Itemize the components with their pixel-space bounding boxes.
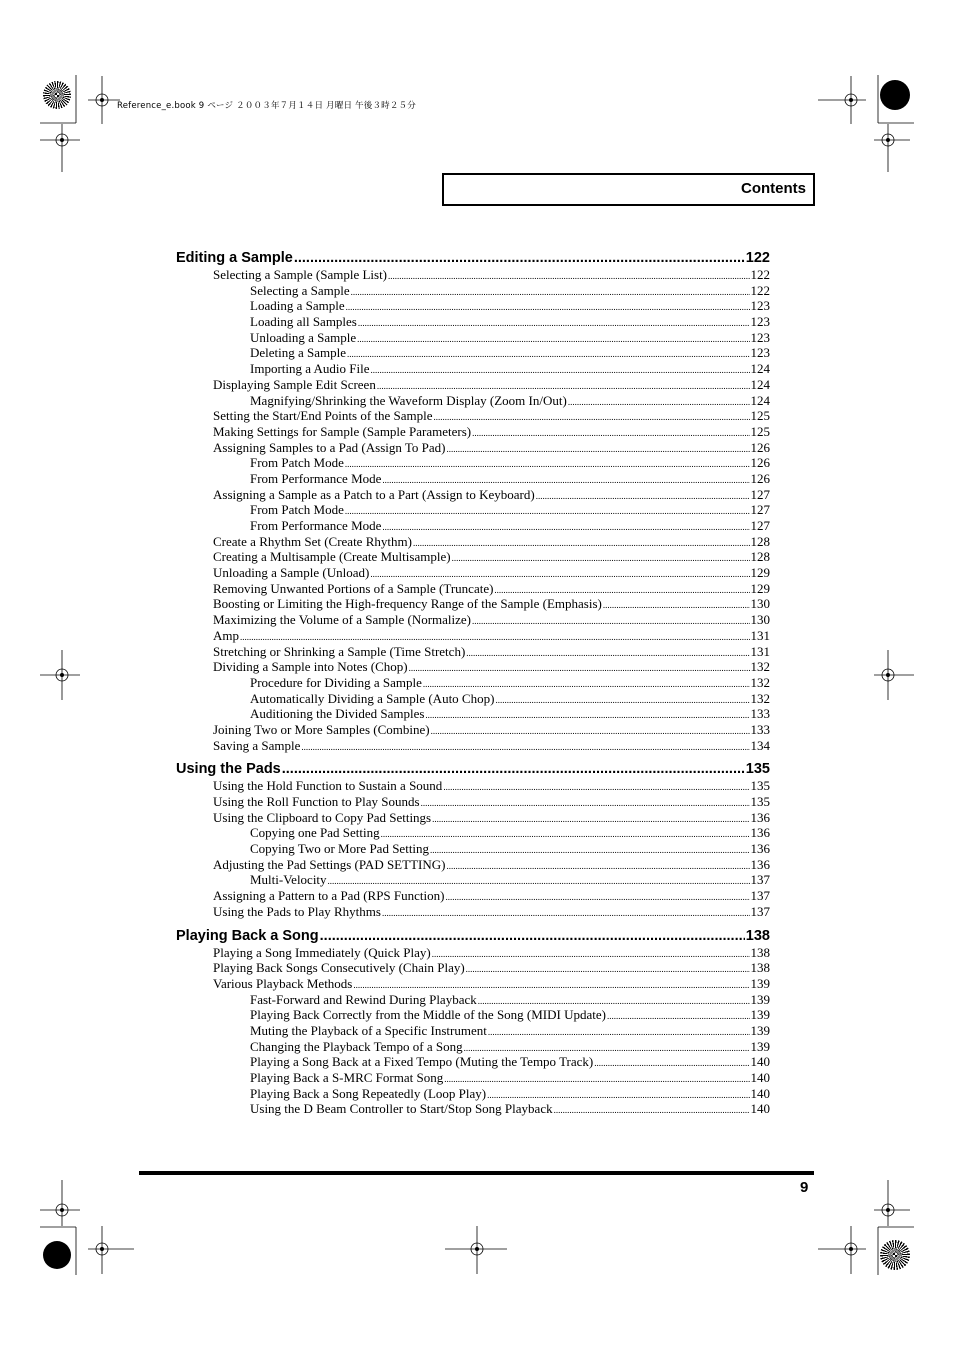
dot-leader	[607, 1009, 750, 1025]
toc-entry[interactable]	[176, 487, 770, 503]
toc-section	[176, 927, 770, 1118]
toc-entry-title: Boosting or Limiting the High-frequency Range of the Sample (Emphasis)	[213, 596, 602, 612]
toc-entry-title: From Patch Mode	[250, 502, 344, 518]
toc-page-number: 122	[750, 282, 770, 298]
dot-leader	[347, 347, 749, 363]
dot-leader	[320, 927, 745, 945]
dot-leader	[382, 520, 749, 536]
toc-entry-title: Copying one Pad Setting	[250, 825, 380, 841]
toc-page-number: 139	[750, 1007, 770, 1023]
page-number: 9	[800, 1179, 809, 1196]
toc-subentry[interactable]	[176, 361, 770, 377]
dot-leader	[488, 1025, 750, 1041]
toc-entry-title: Assigning a Pattern to a Pad (RPS Function)	[213, 888, 445, 904]
toc-subentry[interactable]	[176, 393, 770, 409]
toc-page-number: 137	[750, 872, 770, 888]
dot-leader	[346, 300, 750, 316]
toc-subentry[interactable]	[176, 1086, 770, 1102]
toc-entry[interactable]	[176, 976, 770, 992]
contents-title: Contents	[741, 180, 806, 197]
toc-page-number: 138	[750, 960, 770, 976]
toc-page-number: 126	[750, 470, 770, 486]
toc-entry-title: Changing the Playback Tempo of a Song	[250, 1038, 463, 1054]
toc-entry[interactable]	[176, 960, 770, 976]
toc-subentry[interactable]	[176, 872, 770, 888]
toc-page-number: 126	[750, 455, 770, 471]
toc-entry-title: Using the Pads	[176, 761, 281, 778]
toc-entry-title: Create a Rhythm Set (Create Rhythm)	[213, 533, 412, 549]
toc-subentry[interactable]	[176, 455, 770, 471]
toc-subentry[interactable]	[176, 691, 770, 707]
dot-leader	[446, 859, 749, 875]
toc-entry[interactable]	[176, 534, 770, 550]
registration-rosette-top-left	[43, 81, 71, 109]
toc-entry-title: Deleting a Sample	[250, 345, 347, 361]
dot-leader	[594, 1056, 749, 1072]
toc-entry[interactable]	[176, 794, 770, 810]
dot-leader	[447, 442, 750, 458]
toc-entry-title: Automatically Dividing a Sample (Auto Chop)	[250, 690, 495, 706]
toc-entry-title: Using the Roll Function to Play Sounds	[213, 794, 420, 809]
toc-entry[interactable]	[176, 565, 770, 581]
toc-entry[interactable]	[176, 888, 770, 904]
toc-entry-title: Muting the Playback of a Specific Instrument	[250, 1022, 487, 1038]
toc-page-number: 124	[750, 361, 770, 377]
toc-entry[interactable]	[176, 857, 770, 873]
toc-entry-title: Various Playback Methods	[213, 975, 353, 991]
toc-page-number: 140	[750, 1101, 770, 1117]
toc-page-number: 136	[750, 856, 770, 872]
toc-entry-title: Playing a Song Back at a Fixed Tempo (Muting the Tempo Track)	[250, 1054, 594, 1070]
dot-leader	[554, 1103, 750, 1119]
toc-entry[interactable]	[176, 408, 770, 424]
toc-entry-title: Joining Two or More Samples (Combine)	[213, 721, 430, 737]
toc-entry-title: Loading all Samples	[250, 314, 357, 330]
toc-section	[176, 760, 770, 919]
toc-page-number: 138	[750, 944, 770, 960]
toc-page-number: 129	[750, 580, 770, 596]
toc-subentry[interactable]	[176, 471, 770, 487]
toc-entry-title: Auditioning the Divided Samples	[250, 706, 425, 722]
contents-header-box	[442, 173, 815, 206]
toc-page-number: 132	[750, 659, 770, 675]
toc-entry[interactable]	[176, 581, 770, 597]
toc-subentry[interactable]	[176, 330, 770, 346]
toc-entry[interactable]	[176, 424, 770, 440]
registration-rosette-bottom-right	[880, 1240, 910, 1270]
toc-page-number: 139	[750, 975, 770, 991]
toc-entry-title: Loading a Sample	[250, 298, 345, 314]
dot-leader	[495, 693, 749, 709]
toc-page-number: 140	[750, 1054, 770, 1070]
toc-entry-title: Using the D Beam Controller to Start/Stop Song Playback	[250, 1101, 553, 1117]
toc-entry-title: Unloading a Sample (Unload)	[213, 565, 370, 581]
toc-entry-title: Making Settings for Sample (Sample Parameters)	[213, 423, 472, 439]
dot-leader	[466, 646, 749, 662]
dot-leader	[382, 906, 750, 922]
toc-page-number: 123	[750, 298, 770, 314]
dot-leader	[472, 614, 749, 630]
toc-entry-title: Using the Clipboard to Copy Pad Settings	[213, 809, 432, 825]
table-of-contents	[176, 249, 770, 1124]
dot-leader	[425, 708, 749, 724]
toc-entry-title: From Performance Mode	[250, 518, 382, 533]
dot-leader	[345, 504, 750, 520]
toc-page-number: 126	[750, 439, 770, 455]
toc-entry-title: Playing Back Songs Consecutively (Chain Play)	[213, 960, 465, 976]
toc-page-number: 132	[750, 674, 770, 690]
toc-entry-title: Using the Hold Function to Sustain a Sound	[213, 778, 443, 794]
dot-leader	[466, 962, 750, 978]
toc-page-number: 136	[750, 825, 770, 841]
toc-entry[interactable]	[176, 440, 770, 456]
toc-entry-title: Using the Pads to Play Rhythms	[213, 903, 381, 919]
footer-rule	[139, 1171, 814, 1175]
toc-page-number: 136	[750, 809, 770, 825]
toc-entry-title: Creating a Multisample (Create Multisample)	[213, 549, 451, 565]
dot-leader	[358, 316, 750, 332]
dot-leader	[536, 489, 750, 505]
toc-entry-title: Setting the Start/End Points of the Sample	[213, 408, 433, 424]
toc-page-number: 139	[750, 991, 770, 1007]
toc-entry-title: Magnifying/Shrinking the Waveform Display (Zoom In/Out)	[250, 392, 567, 408]
dot-leader	[351, 285, 750, 301]
toc-page-number: 135	[745, 761, 770, 778]
toc-page-number: 127	[750, 502, 770, 518]
toc-page-number: 133	[750, 721, 770, 737]
toc-page-number: 123	[750, 314, 770, 330]
toc-page-number: 133	[750, 706, 770, 722]
toc-entry-title: Playing Back a S-MRC Format Song	[250, 1070, 444, 1085]
toc-entry-title: Procedure for Dividing a Sample	[250, 674, 422, 690]
toc-entry-title: Maximizing the Volume of a Sample (Normalize)	[213, 612, 472, 628]
toc-page-number: 127	[750, 486, 770, 502]
toc-page-number: 140	[750, 1070, 770, 1085]
toc-subentry[interactable]	[176, 1070, 770, 1086]
toc-entry-title: Amp	[213, 627, 239, 643]
toc-entry-title: Assigning Samples to a Pad (Assign To Pad)	[213, 439, 446, 455]
toc-entry[interactable]	[176, 659, 770, 675]
toc-entry[interactable]	[176, 722, 770, 738]
toc-entry[interactable]	[176, 549, 770, 565]
toc-entry-title: Displaying Sample Edit Screen	[213, 376, 376, 392]
dot-leader	[443, 780, 749, 796]
toc-subentry[interactable]	[176, 992, 770, 1008]
dot-leader	[568, 395, 750, 411]
toc-section-heading[interactable]	[176, 249, 770, 267]
toc-page-number: 124	[750, 392, 770, 408]
toc-subentry[interactable]	[176, 345, 770, 361]
dot-leader	[294, 249, 745, 267]
toc-page-number: 130	[750, 612, 770, 628]
toc-page-number: 124	[750, 376, 770, 392]
toc-page-number: 134	[750, 737, 770, 753]
dot-leader	[434, 410, 750, 426]
toc-subentry[interactable]	[176, 825, 770, 841]
toc-subentry[interactable]	[176, 675, 770, 691]
toc-page-number: 140	[750, 1085, 770, 1101]
toc-entry-title: Playing a Song Immediately (Quick Play)	[213, 944, 431, 960]
toc-page-number: 122	[750, 267, 770, 282]
toc-entry[interactable]	[176, 612, 770, 628]
toc-entry-title: From Patch Mode	[250, 455, 344, 471]
toc-entry-title: Editing a Sample	[176, 250, 293, 266]
toc-subentry[interactable]	[176, 502, 770, 518]
toc-entry-title: Playing Back a Song	[176, 927, 319, 944]
toc-page-number: 125	[750, 423, 770, 439]
toc-entry-title: Dividing a Sample into Notes (Chop)	[213, 659, 408, 675]
toc-page-number: 130	[750, 596, 770, 612]
dot-leader	[371, 363, 750, 379]
toc-entry-title: Adjusting the Pad Settings (PAD SETTING)	[213, 856, 446, 872]
toc-subentry[interactable]	[176, 1007, 770, 1023]
toc-section-heading[interactable]	[176, 927, 770, 945]
toc-entry-title: Multi-Velocity	[250, 872, 327, 888]
dot-leader	[282, 760, 745, 778]
registration-dot-top-right	[880, 80, 910, 110]
toc-page-number: 139	[750, 1038, 770, 1054]
toc-subentry[interactable]	[176, 1101, 770, 1117]
toc-subentry[interactable]	[176, 518, 770, 534]
toc-entry[interactable]	[176, 810, 770, 826]
dot-leader	[421, 796, 750, 812]
toc-entry-title: Unloading a Sample	[250, 329, 357, 345]
dot-leader	[345, 457, 750, 473]
toc-subentry[interactable]	[176, 283, 770, 299]
toc-section	[176, 249, 770, 753]
dot-leader	[432, 812, 749, 828]
dot-leader	[413, 536, 750, 552]
toc-entry[interactable]	[176, 628, 770, 644]
toc-entry-title: Removing Unwanted Portions of a Sample (Truncate)	[213, 580, 494, 596]
print-info-line: Reference_e.book 9 ページ ２００３年７月１４日 月曜日 午後３時２５分	[117, 101, 416, 111]
toc-entry-title: Selecting a Sample	[250, 282, 350, 298]
dot-leader	[452, 551, 750, 567]
toc-page-number: 123	[750, 329, 770, 345]
registration-dot-bottom-left	[43, 1241, 71, 1269]
dot-leader	[444, 1072, 749, 1088]
toc-entry[interactable]	[176, 738, 770, 754]
toc-subentry[interactable]	[176, 1023, 770, 1039]
toc-page-number: 136	[750, 841, 770, 857]
toc-entry[interactable]	[176, 904, 770, 920]
dot-leader	[357, 332, 749, 348]
toc-entry-title: Assigning a Sample as a Patch to a Part (Assign to Keyboard)	[213, 486, 535, 502]
toc-subentry[interactable]	[176, 298, 770, 314]
toc-page-number: 125	[750, 408, 770, 424]
dot-leader	[472, 426, 749, 442]
dot-leader	[432, 947, 750, 963]
toc-page-number: 138	[745, 927, 770, 944]
toc-subentry[interactable]	[176, 1054, 770, 1070]
dot-leader	[430, 843, 749, 859]
toc-entry-title: Copying Two or More Pad Setting	[250, 841, 430, 857]
toc-section-heading[interactable]	[176, 760, 770, 778]
toc-page-number: 128	[750, 533, 770, 549]
toc-entry-title: Playing Back Correctly from the Middle of the Song (MIDI Update)	[250, 1007, 606, 1023]
toc-entry[interactable]	[176, 267, 770, 283]
toc-entry[interactable]	[176, 644, 770, 660]
toc-subentry[interactable]	[176, 706, 770, 722]
toc-entry-title: Stretching or Shrinking a Sample (Time Stretch)	[213, 643, 466, 659]
dot-leader	[445, 890, 749, 906]
toc-page-number: 122	[745, 250, 770, 266]
toc-entry-title: From Performance Mode	[250, 470, 382, 486]
toc-page-number: 137	[750, 888, 770, 904]
toc-entry-title: Playing Back a Song Repeatedly (Loop Play)	[250, 1085, 487, 1101]
toc-page-number: 137	[750, 903, 770, 919]
toc-entry-title: Selecting a Sample (Sample List)	[213, 267, 388, 282]
toc-subentry[interactable]	[176, 841, 770, 857]
toc-entry-title: Importing a Audio File	[250, 361, 370, 377]
toc-entry-title: Fast-Forward and Rewind During Playback	[250, 991, 477, 1007]
dot-leader	[603, 598, 750, 614]
dot-leader	[381, 827, 750, 843]
toc-page-number: 127	[750, 518, 770, 533]
toc-entry-title: Saving a Sample	[213, 737, 301, 753]
dot-leader	[301, 740, 749, 756]
toc-page-number: 135	[750, 778, 770, 794]
toc-page-number: 131	[750, 627, 770, 643]
dot-leader	[409, 661, 750, 677]
toc-page-number: 128	[750, 549, 770, 565]
toc-page-number: 131	[750, 643, 770, 659]
toc-entry[interactable]	[176, 778, 770, 794]
toc-subentry[interactable]	[176, 314, 770, 330]
toc-page-number: 135	[750, 794, 770, 809]
toc-entry[interactable]	[176, 596, 770, 612]
toc-page-number: 129	[750, 565, 770, 581]
toc-page-number: 139	[750, 1022, 770, 1038]
dot-leader	[431, 724, 750, 740]
toc-page-number: 123	[750, 345, 770, 361]
toc-page-number: 132	[750, 690, 770, 706]
toc-entry[interactable]	[176, 945, 770, 961]
toc-subentry[interactable]	[176, 1039, 770, 1055]
dot-leader	[388, 269, 749, 285]
toc-entry[interactable]	[176, 377, 770, 393]
